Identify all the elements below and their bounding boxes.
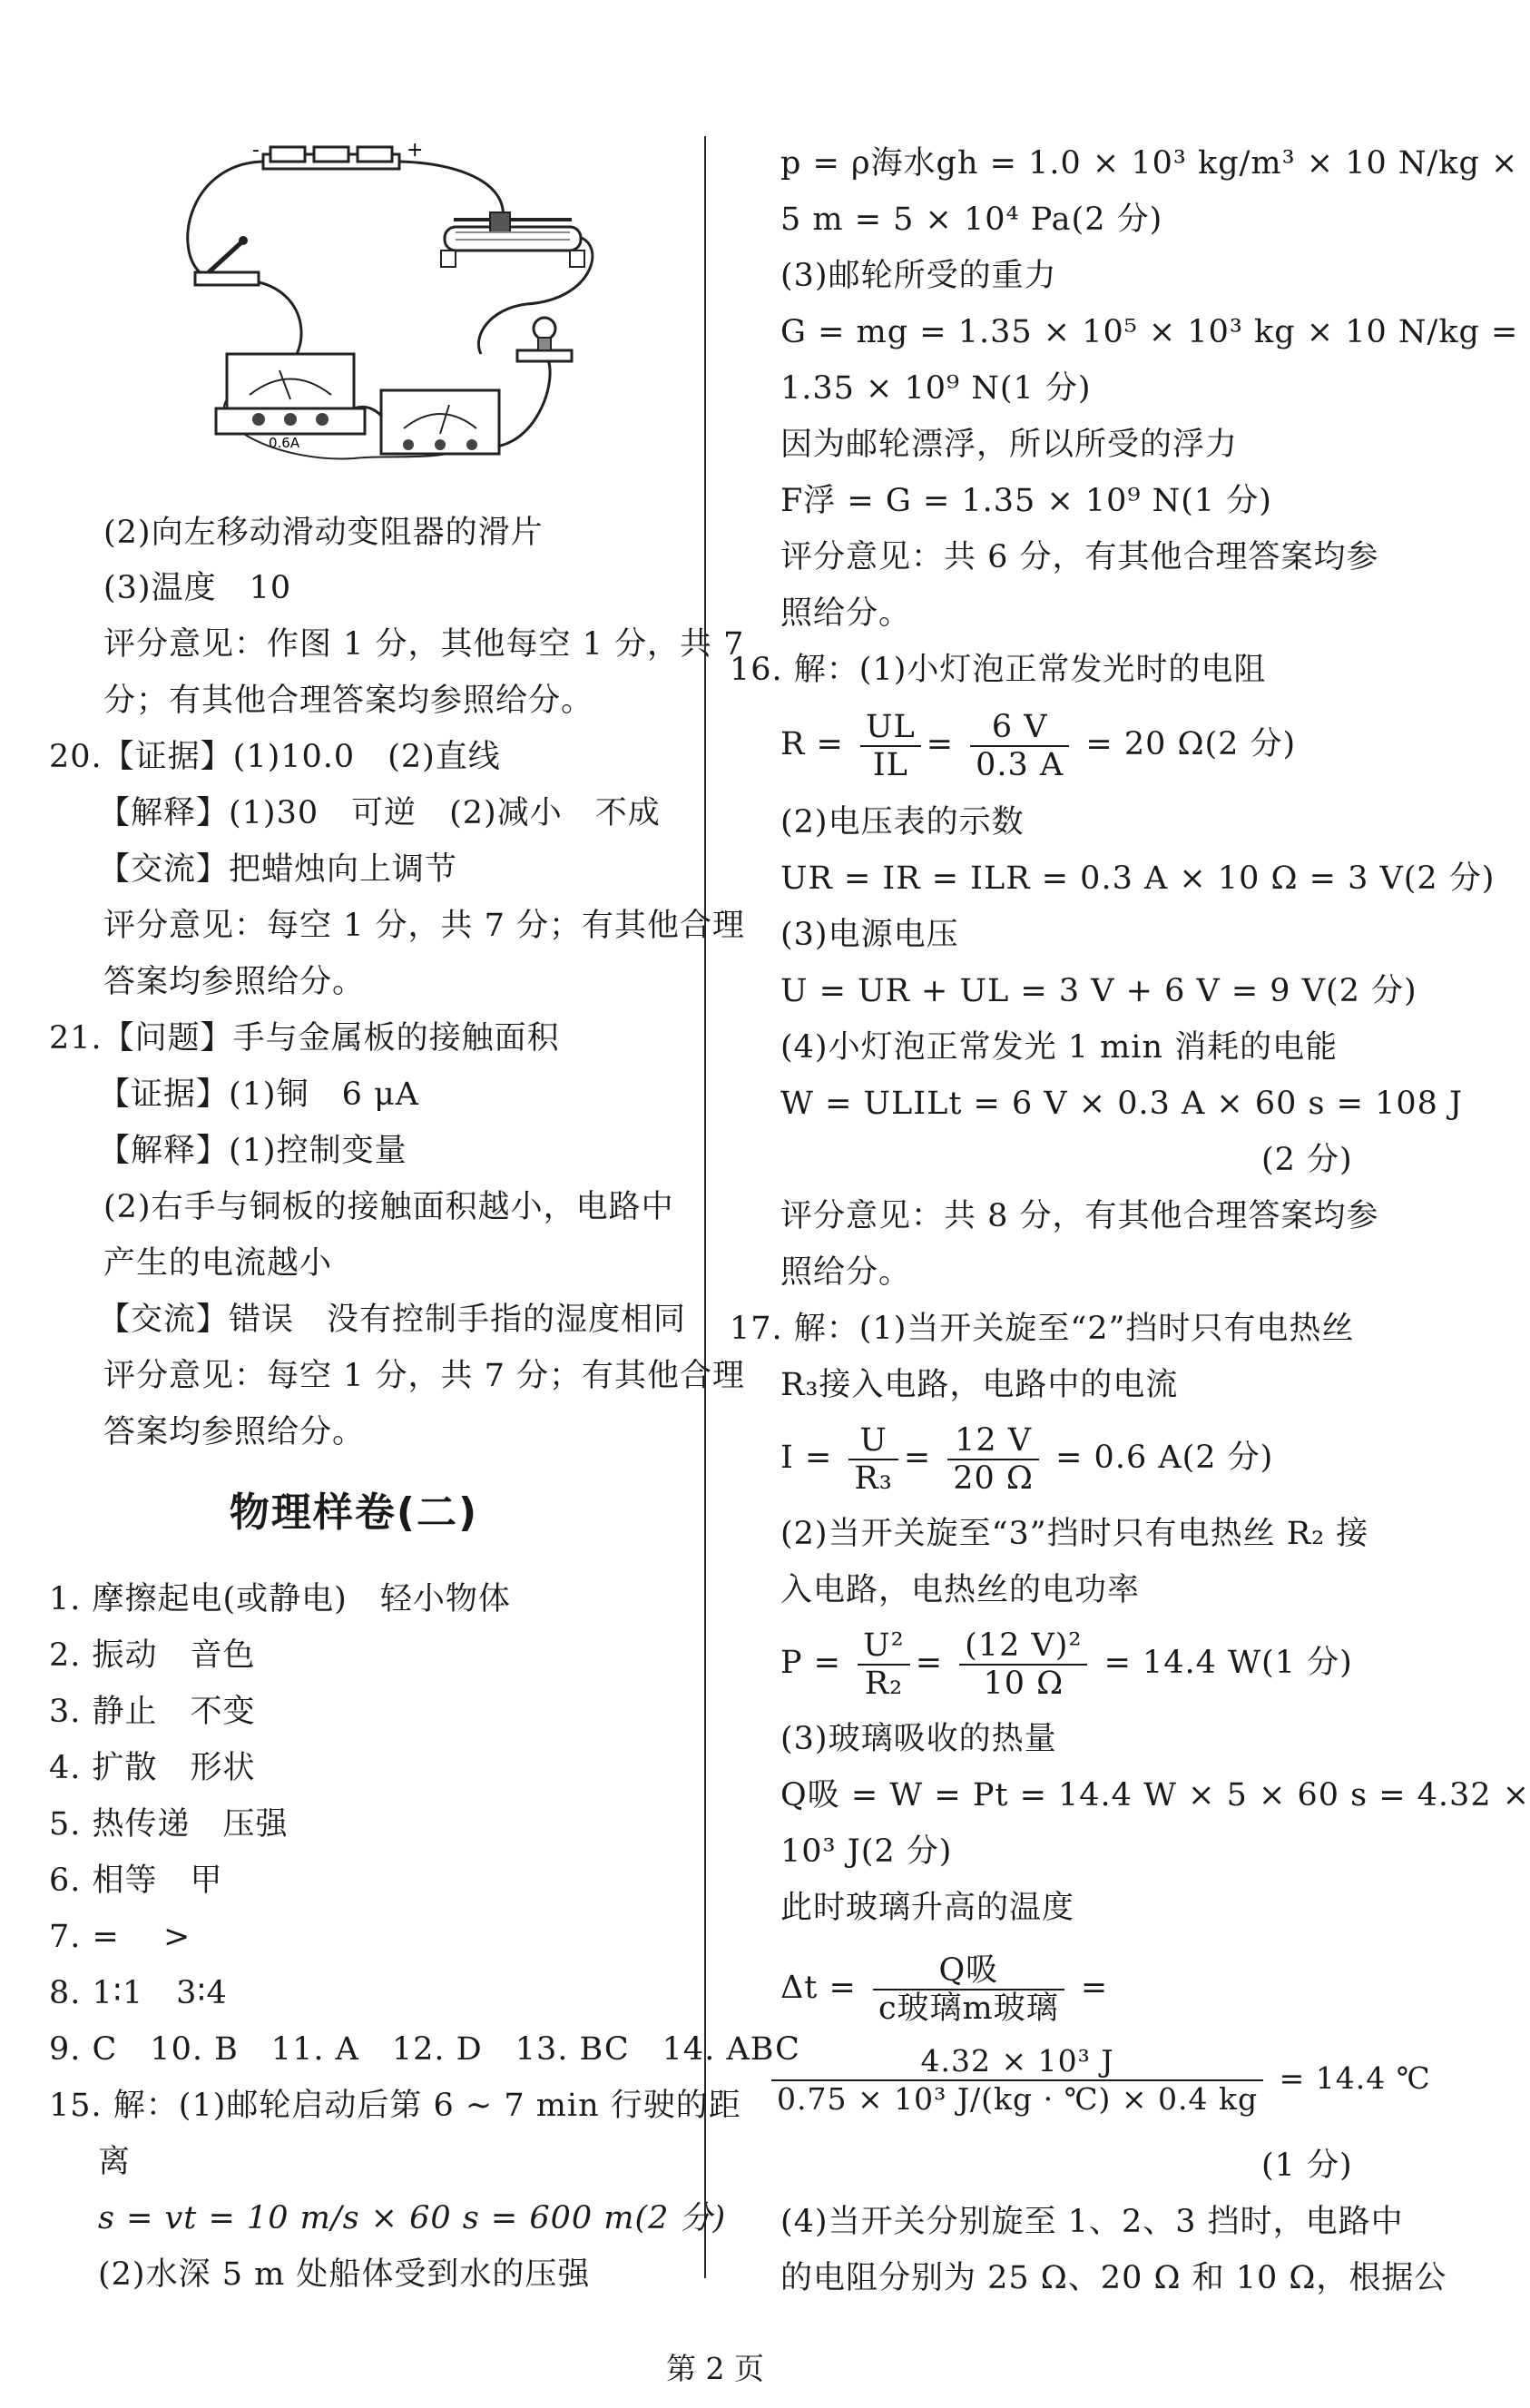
denominator: 0.3 A [976,746,1064,783]
switch [195,236,259,285]
numerator: 4.32 × 10³ J [771,2043,1263,2081]
sliding-rheostat [441,212,584,267]
text-line: (2 分) [1261,1142,1353,1178]
text-line: (2)右手与铜板的接触面积越小，电路中 [103,1189,674,1225]
text-line: 的电阻分别为 25 Ω、20 Ω 和 10 Ω，根据公 [780,2260,1447,2296]
answer-line: 7. = > [49,1919,191,1955]
text-line: (2)电压表的示数 [780,804,1025,840]
answer-line: 离 [98,2144,132,2180]
eq-rhs: = 0.6 A(2 分) [1055,1440,1274,1476]
text-line: Q吸 = W = Pt = 14.4 W × 5 × 60 s = 4.32 × [780,1777,1530,1813]
text-line: (3)邮轮所受的重力 [780,258,1057,294]
text-line: 评分意见：每空 1 分，共 7 分；有其他合理 [103,908,746,944]
text-line: 【解释】(1)控制变量 [98,1133,407,1169]
denominator: 0.75 × 10³ J/(kg · ℃) × 0.4 kg [777,2081,1259,2117]
text-line: (2)向左移动滑动变阻器的滑片 [103,515,544,551]
answer-line: 15. 解：(1)邮轮启动后第 6 ~ 7 min 行驶的距 [49,2088,741,2124]
eq-lhs: Δt = [780,1970,857,2006]
section-heading: 物理样卷(二) [229,1489,479,1536]
answer-line: 2. 振动 音色 [49,1637,256,1674]
numerator: 12 V [947,1422,1039,1460]
eq-rhs: = 14.4 W(1 分) [1103,1645,1353,1681]
answer-line: 4. 扩散 形状 [49,1750,256,1786]
text-line: 分；有其他合理答案均参照给分。 [103,683,594,719]
equation-power: P = $\frac{\text{U²}}{\text{R₂}}$ = $\frac{\text{(12 V)²}}{10 \Omega}$ = 14.4 W(1 分) [780,1627,1353,1702]
answer-line: (2)水深 5 m 处船体受到水的压强 [98,2256,591,2293]
text-line: 16. 解：(1)小灯泡正常发光时的电阻 [730,652,1267,688]
fraction [947,1422,1039,1497]
column-divider [704,136,706,2278]
text-line: W = ULILt = 6 V × 0.3 A × 60 s = 108 J [780,1086,1464,1122]
numerator: U² [858,1627,910,1666]
light-bulb [517,318,572,361]
page-number: 第 2 页 [666,2351,764,2386]
eq-lhs: P = [780,1645,842,1681]
answer-line: 3. 静止 不变 [49,1694,256,1730]
numerator: U [848,1422,897,1460]
text-line: (3)玻璃吸收的热量 [780,1721,1057,1757]
text-line: 【解释】(1)30 可逆 (2)减小 不成 [98,795,661,831]
denominator: R₂ [864,1665,904,1702]
ammeter-range-label: 0.6A [269,435,300,451]
text-line: 答案均参照给分。 [103,1414,366,1450]
equation-delta-t-value [771,2042,1431,2118]
eq-lhs: R = [780,726,844,762]
text-line: F浮 = G = 1.35 × 10⁹ N(1 分) [780,483,1272,519]
text-line: 【交流】错误 没有控制手指的湿度相同 [98,1302,687,1338]
text-line: 照给分。 [780,1254,912,1291]
text-line: 评分意见：作图 1 分，其他每空 1 分，共 7 [103,626,745,663]
eq-rhs: = 20 Ω(2 分) [1085,726,1297,762]
text-line: 【交流】把蜡烛向上调节 [98,851,458,888]
denominator: c玻璃m玻璃 [878,1990,1059,2027]
fraction [959,1627,1087,1702]
battery-minus-label: - [252,139,260,162]
answer-line: 1. 摩擦起电(或静电) 轻小物体 [49,1581,511,1617]
text-line: UR = IR = ILR = 0.3 A × 10 Ω = 3 V(2 分) [780,860,1496,897]
text-line: 因为邮轮漂浮，所以所受的浮力 [780,427,1239,463]
circuit-diagram [172,136,699,472]
text-line: 17. 解：(1)当开关旋至“2”挡时只有电热丝 [730,1311,1355,1347]
fraction [858,1627,910,1702]
text-line: 5 m = 5 × 10⁴ Pa(2 分) [780,201,1163,238]
text-line: 【证据】(1)铜 6 μA [98,1076,419,1113]
ammeter [216,354,365,451]
text-line: 10³ J(2 分) [780,1833,953,1870]
text-line: (2)当开关旋至“3”挡时只有电热丝 R₂ 接 [780,1516,1369,1552]
equation-current: I = $\frac{U}{\text{R₃}}$ = $\frac{12 V}{20 \Omega}$ = 0.6 A(2 分) [780,1421,1274,1497]
answer-line: 9. C 10. B 11. A 12. D 13. BC 14. ABC [49,2031,800,2068]
text-line: 答案均参照给分。 [103,964,366,1000]
denominator: 10 Ω [983,1665,1064,1702]
text-line: (3)温度 10 [103,570,292,606]
answer-line: 8. 1∶1 3∶4 [49,1975,228,2011]
equation-delta-t [780,1951,1108,2027]
battery [252,139,423,169]
text-line: 1.35 × 10⁹ N(1 分) [780,370,1092,407]
numerator: Q吸 [873,1952,1064,1990]
fraction [873,1952,1064,2027]
text-line: (1 分) [1261,2148,1353,2184]
text-line: U = UR + UL = 3 V + 6 V = 9 V(2 分) [780,973,1417,1009]
answer-line: 6. 相等 甲 [49,1863,223,1899]
text-line: 入电路，电热丝的电功率 [780,1572,1141,1608]
fraction [860,709,921,783]
text-line: 20.【证据】(1)10.0 (2)直线 [49,739,501,775]
battery-plus-label: + [407,139,424,162]
fraction [848,1422,897,1497]
text-line: 评分意见：每空 1 分，共 7 分；有其他合理 [103,1358,746,1394]
text-line: p = ρ海水gh = 1.0 × 10³ kg/m³ × 10 N/kg × [780,145,1519,182]
text-line: G = mg = 1.35 × 10⁵ × 10³ kg × 10 N/kg = [780,314,1519,350]
voltmeter [381,390,499,454]
answer-line: s = vt = 10 m/s × 60 s = 600 m(2 分) [98,2200,727,2236]
equation-resistance: R = $\frac{UL}{IL}$ = $\frac{6 V}{0.3 A}$ = 20 Ω(2 分) [780,708,1297,783]
text-line: 评分意见：共 6 分，有其他合理答案均参 [780,539,1379,575]
text-line: (4)小灯泡正常发光 1 min 消耗的电能 [780,1029,1339,1066]
text-line: (3)电源电压 [780,917,959,953]
denominator: 20 Ω [953,1460,1034,1497]
text-line: R₃接入电路，电路中的电流 [780,1367,1179,1403]
text-line: 21.【问题】手与金属板的接触面积 [49,1020,560,1057]
numerator: 6 V [970,709,1069,747]
text-line: 照给分。 [780,595,912,632]
numerator: (12 V)² [959,1627,1087,1666]
fraction [970,709,1069,783]
eq-lhs: I = [780,1440,833,1476]
numerator: UL [860,709,921,747]
text-line: 此时玻璃升高的温度 [780,1890,1075,1926]
eq-rhs: = [1080,1970,1109,2006]
text-line: 评分意见：共 8 分，有其他合理答案均参 [780,1198,1379,1234]
text-line: 产生的电流越小 [103,1245,333,1282]
answer-line: 5. 热传递 压强 [49,1806,289,1843]
eq-rhs: = 14.4 ℃ [1279,2060,1431,2096]
denominator: R₃ [854,1460,893,1497]
text-line: (4)当开关分别旋至 1、2、3 挡时，电路中 [780,2204,1404,2240]
fraction [771,2043,1263,2118]
denominator: IL [872,746,908,783]
